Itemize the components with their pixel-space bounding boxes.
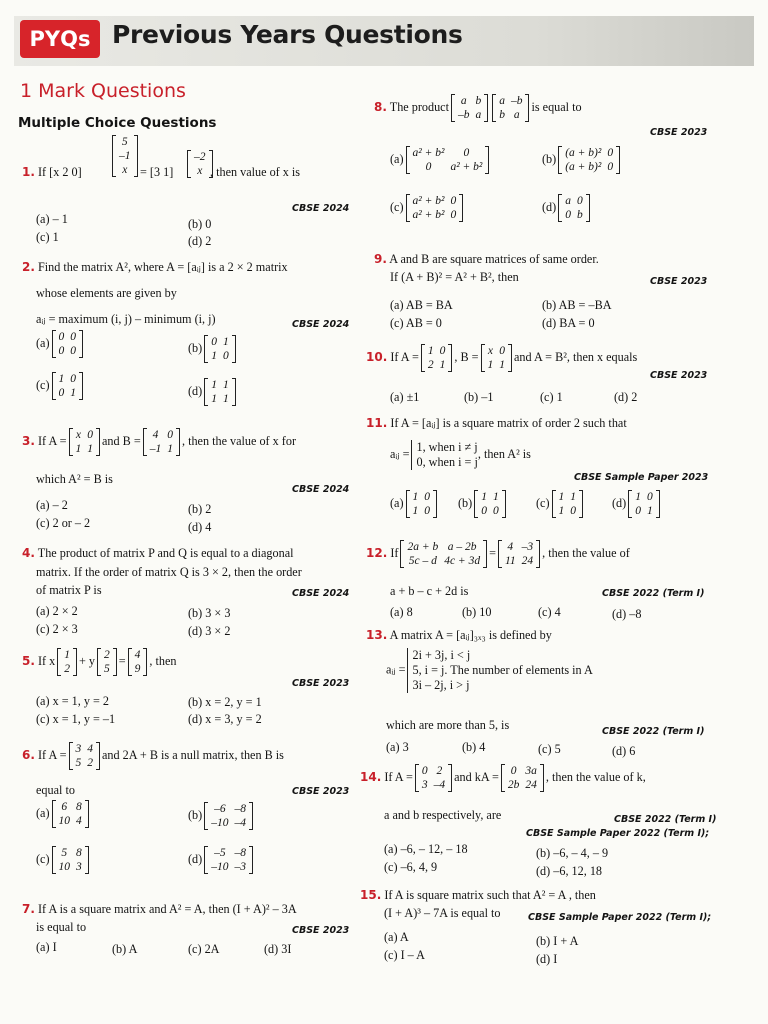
matrix — [415, 764, 452, 792]
option[interactable]: (c) 4 — [538, 605, 561, 619]
question-9-text: A and B are square matrices of same order. — [389, 252, 599, 266]
matrix-entry: 1 — [211, 350, 217, 362]
matrix — [52, 372, 84, 400]
matrix — [204, 335, 236, 363]
matrix-entry: 0 — [492, 505, 499, 517]
option[interactable]: (c) 5 — [538, 742, 561, 756]
option[interactable]: (a) – 1 — [36, 212, 68, 226]
matrix-entry: x — [197, 165, 203, 177]
matrix — [52, 330, 84, 358]
matrix-entry: 6 — [61, 801, 68, 813]
matrix-entry: 4c + 3d — [444, 555, 481, 567]
matrix-entry: 2 — [104, 649, 110, 661]
matrix-entry: b — [576, 209, 583, 221]
source-tag: CBSE 2023 — [292, 925, 350, 936]
matrix-entry: –5 — [214, 847, 226, 859]
matrix-entry: b — [475, 95, 482, 107]
option[interactable]: (d) 3I — [264, 942, 292, 956]
matrix-entry: 1 — [412, 505, 419, 517]
matrix-entry: 2 — [427, 359, 434, 371]
matrix-entry: –10 — [211, 861, 229, 873]
matrix-entry: –4 — [433, 779, 446, 791]
option[interactable]: (c) AB = 0 — [390, 316, 442, 330]
question-15-text: (I + A)³ – 7A is equal to — [384, 906, 501, 920]
matrix-entry: 1 — [75, 443, 82, 455]
matrix-entry: 0 — [425, 161, 432, 173]
option[interactable]: (b) A — [112, 942, 138, 956]
matrix-entry: x — [75, 429, 81, 441]
option[interactable]: (a) AB = BA — [390, 298, 453, 312]
matrix-entry: –2 — [194, 151, 206, 163]
matrix-entry: 9 — [134, 663, 141, 675]
matrix-entry: a² + b² — [412, 209, 445, 221]
matrix-entry: 1 — [412, 491, 419, 503]
matrix-entry: 4 — [134, 649, 141, 661]
source-tag: CBSE 2024 — [292, 319, 350, 330]
matrix-entry: –10 — [211, 817, 229, 829]
question-7-text: is equal to — [36, 920, 87, 934]
matrix-entry: 1 — [492, 491, 499, 503]
question-6-text: equal to — [36, 783, 75, 797]
option[interactable]: (d) I — [536, 952, 558, 966]
matrix-entry: 1 — [211, 379, 217, 391]
matrix-entry: b — [499, 109, 505, 121]
subsection-heading: Multiple Choice Questions — [18, 115, 217, 131]
matrix-entry: 0 — [70, 345, 77, 357]
source-tag: CBSE 2022 (Term I) — [614, 814, 717, 825]
matrix — [400, 540, 487, 568]
matrix-entry: 1 — [211, 393, 217, 405]
option[interactable]: (b) x = 2, y = 1 — [188, 695, 262, 709]
source-tag: CBSE 2024 — [292, 203, 350, 214]
matrix — [69, 742, 101, 770]
matrix-entry: 0 — [70, 373, 77, 385]
matrix-entry: 0 — [87, 429, 94, 441]
option[interactable]: (a) –6, – 12, – 18 — [384, 842, 468, 856]
matrix-entry: –b — [510, 95, 523, 107]
matrix-entry: 4 — [152, 429, 159, 441]
option[interactable]: (c) 1 0 0 1 — [36, 372, 85, 400]
matrix-entry: 1 — [499, 359, 506, 371]
option[interactable]: (a) A — [384, 930, 409, 944]
question-3: 3. If A = x 0 1 1 and B = 4 0 –1 1 , then the value of x for — [22, 429, 297, 455]
matrix-entry: 0 — [607, 161, 614, 173]
matrix-entry: 10 — [58, 861, 71, 873]
matrix-entry: 1 — [222, 336, 229, 348]
option[interactable]: (d) 3 × 2 — [188, 624, 231, 638]
matrix-entry: 0 — [510, 765, 517, 777]
question-4-text: of matrix P is — [36, 583, 102, 597]
question-13-text: which are more than 5, is — [386, 718, 510, 732]
matrix-entry: 0 — [421, 765, 428, 777]
option[interactable]: (d) –6, 12, 18 — [536, 864, 603, 878]
source-tag: CBSE 2023 — [292, 786, 350, 797]
matrix — [69, 428, 101, 456]
matrix-entry: 4 — [507, 541, 514, 553]
matrix-entry: –1 — [149, 443, 162, 455]
matrix-entry: 1 — [222, 379, 229, 391]
question-12-text: a + b – c + 2d is — [390, 584, 469, 598]
source-tag: CBSE 2024 — [292, 588, 350, 599]
matrix-entry: 1 — [570, 491, 577, 503]
matrix-entry: 2 — [64, 663, 70, 675]
source-tag: CBSE 2022 (Term I) — [602, 588, 705, 599]
option[interactable]: (b) –1 — [464, 390, 494, 404]
matrix — [128, 648, 148, 676]
source-tag: CBSE Sample Paper 2022 (Term I); — [526, 828, 710, 839]
matrix-entry: 0 — [481, 505, 487, 517]
matrix-entry: 1 — [481, 491, 487, 503]
question-8: 8. The product a b –b a a –b b a is equal to — [374, 95, 582, 121]
option[interactable]: (b) (a + b)² 0 (a + b)² 0 — [542, 146, 622, 174]
option[interactable]: (a) 0 0 0 0 — [36, 330, 85, 358]
matrix-entry: –8 — [234, 803, 246, 815]
matrix-entry: 1 — [487, 359, 494, 371]
option[interactable]: (c) –6, 4, 9 — [384, 860, 438, 874]
matrix-entry: 0 — [607, 147, 614, 159]
question-3-text: which A² = B is — [36, 472, 113, 486]
matrix — [558, 194, 590, 222]
matrix-entry: –6 — [214, 803, 226, 815]
matrix-entry: a — [499, 95, 505, 107]
matrix-entry: 0 — [463, 147, 470, 159]
matrix-entry: 2a + b — [407, 541, 439, 553]
question-2-text: whose elements are given by — [36, 286, 177, 300]
option[interactable]: (d) 4 — [188, 520, 212, 534]
question-2-text: aᵢⱼ = maximum (i, j) – minimum (i, j) — [36, 312, 216, 326]
option[interactable]: (b) 10 — [462, 605, 492, 619]
matrix-entry: 3a — [525, 765, 537, 777]
option[interactable]: (a) ±1 — [390, 390, 420, 404]
matrix — [97, 648, 117, 676]
matrix — [52, 800, 89, 828]
option[interactable]: (a) 6 8 10 4 — [36, 800, 91, 828]
matrix-entry: –4 — [234, 817, 246, 829]
matrix-entry: 3 — [75, 743, 82, 755]
question-5: 5. If x 1 2 + y 2 5 = 4 9 , then — [22, 649, 177, 675]
option[interactable]: (b) 2 — [188, 502, 212, 516]
option[interactable]: (d) 6 — [612, 744, 636, 758]
matrix-entry: 0 — [570, 505, 577, 517]
matrix-entry: 0 — [576, 195, 583, 207]
matrix-entry: a — [475, 109, 482, 121]
matrix-entry: 1 — [558, 491, 565, 503]
matrix-entry: –1 — [119, 150, 131, 162]
option[interactable]: (c) 2 × 3 — [36, 622, 78, 636]
option[interactable]: (d) 1 0 0 1 — [612, 490, 662, 518]
question-13-text: A matrix A = [aᵢⱼ]₃ₓ₃ is defined by — [389, 628, 552, 642]
source-tag: CBSE 2023 — [650, 127, 708, 138]
option[interactable]: (d) x = 3, y = 2 — [188, 712, 262, 726]
option[interactable]: (b) 1 1 0 0 — [458, 490, 508, 518]
matrix-entry: a² + b² — [450, 161, 483, 173]
matrix — [558, 146, 620, 174]
matrix-entry: 8 — [76, 801, 82, 813]
matrix — [57, 648, 77, 676]
matrix — [406, 194, 464, 222]
source-tag: CBSE 2022 (Term I) — [602, 726, 705, 737]
matrix-entry: a — [513, 109, 520, 121]
question-4-text: matrix. If the order of matrix Q is 3 × 2, then the order — [36, 565, 302, 579]
matrix-entry: 8 — [76, 847, 82, 859]
matrix-entry: –3 — [234, 861, 246, 873]
matrix-entry: 0 — [58, 345, 65, 357]
matrix — [204, 802, 253, 830]
option[interactable]: (c) x = 1, y = –1 — [36, 712, 116, 726]
question-15-text: If A is square matrix such that A² = A , then — [384, 888, 596, 902]
matrix-entry: 2 — [87, 757, 94, 769]
matrix — [112, 135, 138, 177]
matrix-entry: 0 — [439, 345, 446, 357]
option[interactable]: (b) 0 — [188, 217, 212, 231]
option[interactable]: (a) a² + b² 0 0 a² + b² — [390, 146, 491, 174]
section-heading: 1 Mark Questions — [20, 80, 186, 102]
matrix — [501, 764, 544, 792]
matrix — [492, 94, 529, 122]
matrix-entry: 1 — [427, 345, 434, 357]
matrix — [143, 428, 180, 456]
source-tag: CBSE 2023 — [650, 370, 708, 381]
matrix-entry: 0 — [635, 505, 641, 517]
matrix-entry: 1 — [87, 443, 94, 455]
option[interactable]: (d) 1 1 1 1 — [188, 378, 238, 406]
matrix — [406, 490, 438, 518]
question-12: 12. If 2a + b a – 2b 5c – d 4c + 3d = 4 –3 11 24 , then the value of — [366, 541, 630, 567]
matrix — [474, 490, 506, 518]
option[interactable]: (d) 2 — [188, 234, 212, 248]
matrix-entry: a — [460, 95, 467, 107]
question-2-text: Find the matrix A², where A = [aᵢⱼ] is a 2 × 2 matrix — [37, 260, 288, 274]
option[interactable]: (a) 2 × 2 — [36, 604, 78, 618]
matrix-entry: 1 — [646, 505, 653, 517]
matrix — [421, 344, 453, 372]
matrix-entry: x — [122, 164, 128, 176]
question-10: 10. If A = 1 0 2 1 , B = x 0 1 1 and A = B², then x equals — [366, 345, 638, 371]
matrix-entry: 0 — [211, 336, 217, 348]
matrix — [481, 344, 513, 372]
matrix — [52, 846, 89, 874]
option[interactable]: (d) –5 –8 –10 –3 — [188, 846, 255, 874]
question-7-text: If A is a square matrix and A² = A, then (I + A)² – 3A — [37, 902, 297, 916]
matrix — [628, 490, 660, 518]
matrix-entry: 0 — [499, 345, 506, 357]
option[interactable]: (a) 3 — [386, 740, 409, 754]
option[interactable]: (d) a 0 0 b — [542, 194, 592, 222]
source-tag: CBSE Sample Paper 2022 (Term I); — [528, 912, 712, 923]
matrix — [552, 490, 584, 518]
pyqs-badge: PYQs — [20, 20, 100, 58]
option[interactable]: (c) I – A — [384, 948, 425, 962]
option[interactable]: (c) 1 — [540, 390, 563, 404]
matrix-entry: a² + b² — [412, 147, 445, 159]
option[interactable]: (c) 2A — [188, 942, 220, 956]
matrix-entry: 3 — [421, 779, 428, 791]
option[interactable]: (c) 2 or – 2 — [36, 516, 91, 530]
matrix-entry: a² + b² — [412, 195, 445, 207]
matrix-entry: 0 — [646, 491, 653, 503]
option[interactable]: (b) I + A — [536, 934, 579, 948]
option[interactable]: (a) x = 1, y = 2 — [36, 694, 109, 708]
option[interactable]: (a) – 2 — [36, 498, 68, 512]
matrix-entry: 24 — [525, 779, 537, 791]
matrix-entry: 0 — [222, 350, 229, 362]
matrix-entry: 1 — [167, 443, 173, 455]
matrix-entry: 1 — [635, 491, 641, 503]
matrix-entry: 0 — [424, 505, 431, 517]
matrix-entry: 1 — [70, 387, 77, 399]
matrix-entry: 4 — [76, 815, 82, 827]
option[interactable]: (b) –6 –8 –10 –4 — [188, 802, 255, 830]
source-tag: CBSE 2023 — [292, 678, 350, 689]
option[interactable]: (d) –8 — [612, 607, 642, 621]
matrix-entry: 5 — [75, 757, 82, 769]
matrix-entry: 5 — [121, 136, 128, 148]
matrix-entry: 0 — [167, 429, 173, 441]
matrix-entry: 5 — [104, 663, 110, 675]
matrix-entry: –8 — [234, 847, 246, 859]
option[interactable]: (d) 2 — [614, 390, 638, 404]
page-title: Previous Years Questions — [112, 20, 463, 49]
option[interactable]: (d) BA = 0 — [542, 316, 595, 330]
option[interactable]: (a) 8 — [390, 605, 413, 619]
source-tag: CBSE 2024 — [292, 484, 350, 495]
option[interactable]: (c) 1 1 1 0 — [536, 490, 585, 518]
matrix-entry: 2 — [436, 765, 443, 777]
matrix — [204, 846, 253, 874]
question-14-text: a and b respectively, are — [384, 808, 502, 822]
question-11-def: aᵢⱼ = 1, when i ≠ j 0, when i = j, then A² is — [390, 440, 531, 469]
option[interactable]: (b) AB = –BA — [542, 298, 612, 312]
matrix-entry: 10 — [58, 815, 71, 827]
matrix-entry: x — [487, 345, 493, 357]
matrix-entry: 5c – d — [408, 555, 437, 567]
matrix — [187, 150, 213, 178]
matrix — [498, 540, 540, 568]
matrix-entry: 24 — [521, 555, 534, 567]
source-tag: CBSE Sample Paper 2023 — [574, 472, 709, 483]
matrix-entry: 1 — [222, 393, 229, 405]
option[interactable]: (a) 1 0 1 0 — [390, 490, 439, 518]
matrix-entry: 0 — [424, 491, 431, 503]
matrix-entry: 1 — [439, 359, 446, 371]
question-13-def: aᵢⱼ =2i + 3j, i < j 5, i = j. The number of elements in A 3i – 2j, i > j — [386, 648, 593, 692]
matrix — [406, 146, 490, 174]
matrix-entry: 4 — [87, 743, 94, 755]
option[interactable]: (b) 3 × 3 — [188, 606, 231, 620]
matrix-entry: 5 — [61, 847, 68, 859]
question-9-text: If (A + B)² = A² + B², then — [390, 270, 519, 284]
source-tag: CBSE 2023 — [650, 276, 708, 287]
matrix-entry: 0 — [70, 331, 77, 343]
matrix-entry: 3 — [76, 861, 82, 873]
matrix-entry: 0 — [58, 387, 65, 399]
question-4-text: The product of matrix P and Q is equal to a diagonal — [37, 546, 294, 560]
matrix-entry: 0 — [58, 331, 65, 343]
matrix-entry: a — [565, 195, 571, 207]
matrix-entry: –b — [457, 109, 470, 121]
matrix-entry: (a + b)² — [565, 147, 602, 159]
option[interactable]: (c) 5 8 10 3 — [36, 846, 91, 874]
matrix-entry: 1 — [64, 649, 70, 661]
option[interactable]: (c) a² + b² 0 a² + b² 0 — [390, 194, 465, 222]
matrix-entry: (a + b)² — [565, 161, 602, 173]
option[interactable]: (b) 0 1 1 0 — [188, 335, 238, 363]
matrix-entry: 0 — [565, 209, 571, 221]
option[interactable]: (b) 4 — [462, 740, 486, 754]
option[interactable]: (c) 1 — [36, 230, 59, 244]
option[interactable]: (b) –6, – 4, – 9 — [536, 846, 609, 860]
matrix-entry: 0 — [450, 195, 457, 207]
matrix-entry: a – 2b — [447, 541, 477, 553]
matrix-entry: 11 — [504, 555, 516, 567]
question-11-text: If A = [aᵢⱼ] is a square matrix of order 2 such that — [390, 416, 627, 430]
question-6: 6. If A = 3 4 5 2 and 2A + B is a null matrix, then B is — [22, 743, 284, 769]
option[interactable]: (a) I — [36, 940, 57, 954]
matrix-entry: –3 — [521, 541, 534, 553]
matrix-entry: 1 — [58, 373, 65, 385]
matrix-entry: 0 — [450, 209, 457, 221]
matrix — [204, 378, 236, 406]
matrix — [451, 94, 488, 122]
matrix-entry: 1 — [558, 505, 565, 517]
matrix-entry: 2b — [507, 779, 520, 791]
question-14: 14. If A = 0 2 3 –4 and kA = 0 3a 2b 24 , then the value of k, — [360, 765, 646, 791]
